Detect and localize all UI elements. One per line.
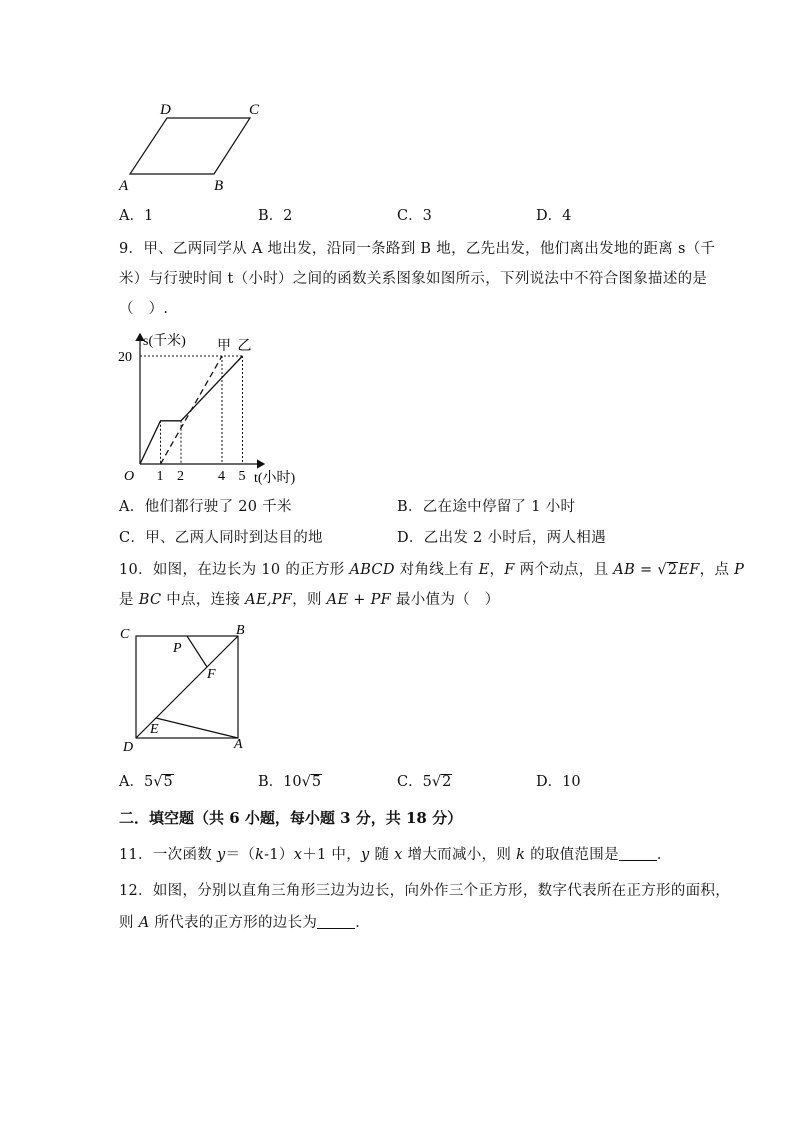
series-label: 甲 xyxy=(217,339,231,354)
q8-option-c: C．3 xyxy=(397,208,432,224)
q8-option-b: B．2 xyxy=(258,208,293,224)
q10-option-c: C．5√2 xyxy=(397,774,452,790)
q10-option-d: D．10 xyxy=(536,774,581,790)
parallelogram-shape xyxy=(130,118,250,174)
label-A: A xyxy=(234,737,243,752)
label-E: E xyxy=(150,722,159,737)
x-tick-label: 4 xyxy=(218,469,225,484)
y-tick-label: 20 xyxy=(118,350,132,365)
parallelogram-figure xyxy=(110,96,280,196)
q9-option-a: A．他们都行驶了 20 千米 xyxy=(119,499,292,515)
label-C: C xyxy=(120,627,130,642)
q9-option-c: C．甲、乙两人同时到达目的地 xyxy=(119,530,323,546)
q9-text-line2: 米）与行驶时间 t（小时）之间的函数关系图象如图所示，下列说法中不符合图象描述的是 xyxy=(119,271,708,287)
q12-text-line2: 则 A 所代表的正方形的边长为 ． xyxy=(119,915,371,931)
q9-text-line3: （ ）. xyxy=(119,301,169,317)
label-P: P xyxy=(173,641,182,656)
label-B: B xyxy=(214,178,224,194)
segment-ae xyxy=(156,718,238,738)
x-tick-label: 5 xyxy=(238,469,246,484)
q10-text-line2: 是 BC 中点，连接 AE,PF，则 AE + PF 最小值为（ ） xyxy=(119,592,500,608)
q8-option-a: A．1 xyxy=(119,208,154,224)
q10-option-a: A．5√5 xyxy=(119,774,173,790)
answer-blank xyxy=(619,846,657,861)
square-figure xyxy=(112,620,260,756)
label-C: C xyxy=(249,102,260,118)
q9-text-line1: 9．甲、乙两同学从 A 地出发，沿同一条路到 B 地，乙先出发，他们离出发地的距离 s（千 xyxy=(119,241,716,257)
y-axis-label: s(千米) xyxy=(143,334,186,349)
q9-option-d: D．乙出发 2 小时后，两人相遇 xyxy=(397,530,606,546)
label-B: B xyxy=(236,623,245,638)
q12-text-line1: 12．如图，分别以直角三角形三边为边长，向外作三个正方形，数字代表所在正方形的面积， xyxy=(119,883,731,899)
series-line-yi xyxy=(140,356,243,464)
q11-text: 11．一次函数 y＝（k-1）x＋1 中，y 随 x 增大而减小，则 k 的取值范围是 ． xyxy=(119,847,672,863)
label-F: F xyxy=(207,667,216,682)
section-2-title: 二．填空题（共 6 小题，每小题 3 分，共 18 分） xyxy=(119,809,463,827)
x-tick-label: 2 xyxy=(177,469,184,484)
distance-time-chart xyxy=(110,326,320,488)
series-label: 乙 xyxy=(237,339,252,354)
q8-option-d: D．4 xyxy=(536,208,572,224)
x-axis-label: t(小时) xyxy=(254,471,296,486)
q9-option-b: B．乙在途中停留了 1 小时 xyxy=(397,499,576,515)
q10-option-b: B．10√5 xyxy=(258,774,322,790)
x-tick-label: 1 xyxy=(156,469,164,484)
label-D: D xyxy=(123,740,134,755)
segment-pf xyxy=(187,636,207,667)
label-A: A xyxy=(119,178,129,194)
q10-text-line1: 10．如图，在边长为 10 的正方形 ABCD 对角线上有 E，F 两个动点，且 AB = √2EF，点 P xyxy=(119,562,745,578)
answer-blank xyxy=(317,914,355,929)
label-D: D xyxy=(160,102,171,118)
origin-label: O xyxy=(124,469,135,484)
